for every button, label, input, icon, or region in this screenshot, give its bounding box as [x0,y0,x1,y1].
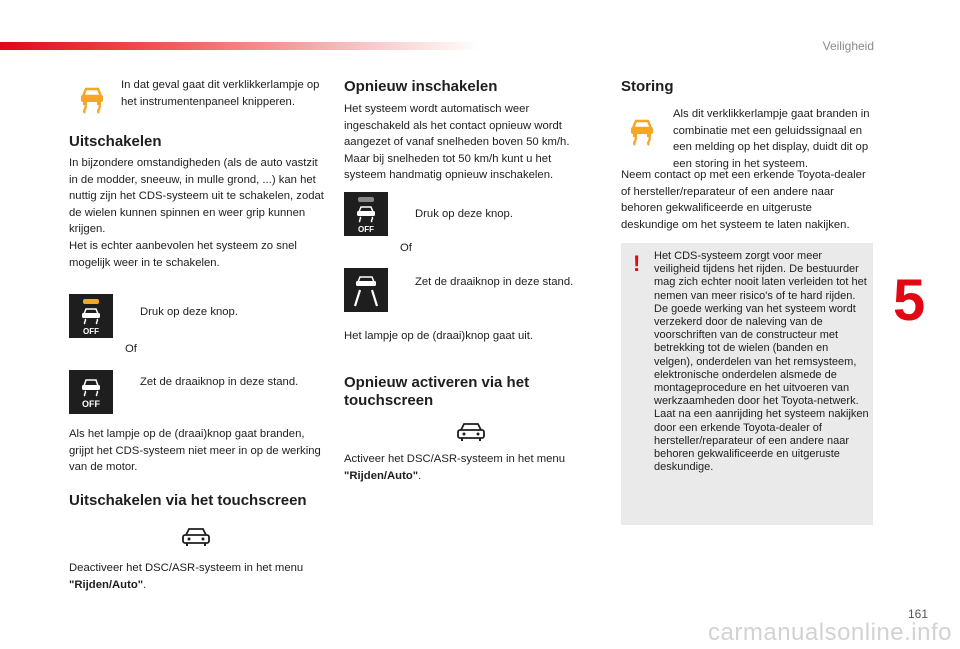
left-of: Of [125,343,137,355]
middle-paragraph-1: Het systeem wordt automatisch weer ingeschakeld als het contact opnieuw wordt aangezet of vanaf snelheden boven 50 km/h. [344,103,570,149]
menu-name: "Rijden/Auto" [344,469,419,482]
left-touchscreen-text: Deactiveer het DSC/ASR-systeem in het menu "Rijden/Auto". [69,562,304,591]
left-intro: In dat geval gaat dit verklikkerlampje op het instrumentenpaneel knipperen. [121,79,320,108]
cds-off-knob-icon [69,370,113,414]
off-label: OFF [358,225,374,234]
section-label: Veiligheid [822,39,874,53]
left-step-2: Zet de draaiknop in deze stand. [140,376,299,388]
warning-box [621,243,873,525]
left-paragraph-2: Het is echter aanbevolen het systeem zo snel mogelijk weer in te schakelen. [69,239,297,269]
header-accent-bar [0,42,480,50]
off-label: OFF [82,399,100,409]
warning-paragraph-2: De goede werking van het systeem wordt verzekerd door de naleving van de voorschriften van de constructeur met betrekking tot de wielen (banden en velgen), onderdelen van het remsysteem, elektronische onderdelen alsmede de montageprocedure en het uitvoeren van werkzaamheden door het Toyota-netwerk. [654,302,859,408]
heading-uitschakelen-touchscreen: Uitschakelen via het touchscreen [69,492,307,509]
skid-warning-icon [76,82,108,114]
watermark: carmanualsonline.info [708,619,952,646]
middle-step-2: Zet de draaiknop in deze stand. [415,276,574,288]
right-paragraph-1: Als dit verklikkerlampje gaat branden in combinatie met een geluidssignaal en een melding op het display, duidt dit op een storing in het systeem. [673,108,870,170]
warning-exclamation-icon: ! [633,251,641,276]
heading-opnieuw-activeren-touchscreen: Opnieuw activeren via het touchscreen [344,374,530,409]
middle-touchscreen-text: Activeer het DSC/ASR-systeem in het menu "Rijden/Auto". [344,453,566,482]
middle-of: Of [400,242,412,254]
middle-paragraph-2: Maar bij snelheden tot 50 km/h kunt u het systeem handmatig opnieuw inschakelen. [344,152,554,182]
heading-storing: Storing [621,78,674,95]
heading-opnieuw-inschakelen: Opnieuw inschakelen [344,78,498,95]
chapter-number: 5 [893,268,926,333]
car-icon [455,421,487,443]
car-icon [180,526,212,548]
left-paragraph-3: Als het lampje op de (draai)knop gaat branden, grijpt het CDS-systeem niet meer in op de werking van de motor. [69,428,321,474]
heading-uitschakelen: Uitschakelen [69,133,162,150]
warning-paragraph-3: Laat na een aanrijding het systeem nakijken door een erkende Toyota-dealer of hersteller/reparateur of een andere naar behoren gekwalificeerde en uitgeruste deskundige. [654,408,869,474]
middle-step-1: Druk op deze knop. [415,208,513,220]
middle-paragraph-3: Het lampje op de (draai)knop gaat uit. [344,330,534,342]
off-label: OFF [83,327,99,336]
skid-warning-icon [626,114,658,146]
left-paragraph-1: In bijzondere omstandigheden (als de auto vastzit in de modder, sneeuw, in mulle grond, ...) kan het nuttig zijn het CDS-systeem uit te schakelen, zodat de wielen kunnen spinnen en weer grip kunnen krijgen. [69,157,324,236]
cds-off-button-icon [69,294,113,338]
warning-paragraph-1: Het CDS-systeem zorgt voor meer veiligheid tijdens het rijden. De bestuurder mag zich echter nooit laten verleiden tot het nemen van meer risico's of te hard rijden. [654,250,867,302]
cds-button-icon [344,192,388,236]
road-mode-knob-icon [344,268,388,312]
left-step-1: Druk op deze knop. [140,306,238,318]
menu-name: "Rijden/Auto" [69,578,144,591]
page-number: 161 [908,607,929,621]
right-paragraph-2: Neem contact op met een erkende Toyota-dealer of hersteller/reparateur of een andere naar behoren gekwalificeerde en uitgeruste deskundige om het systeem te laten nakijken. [621,169,866,231]
